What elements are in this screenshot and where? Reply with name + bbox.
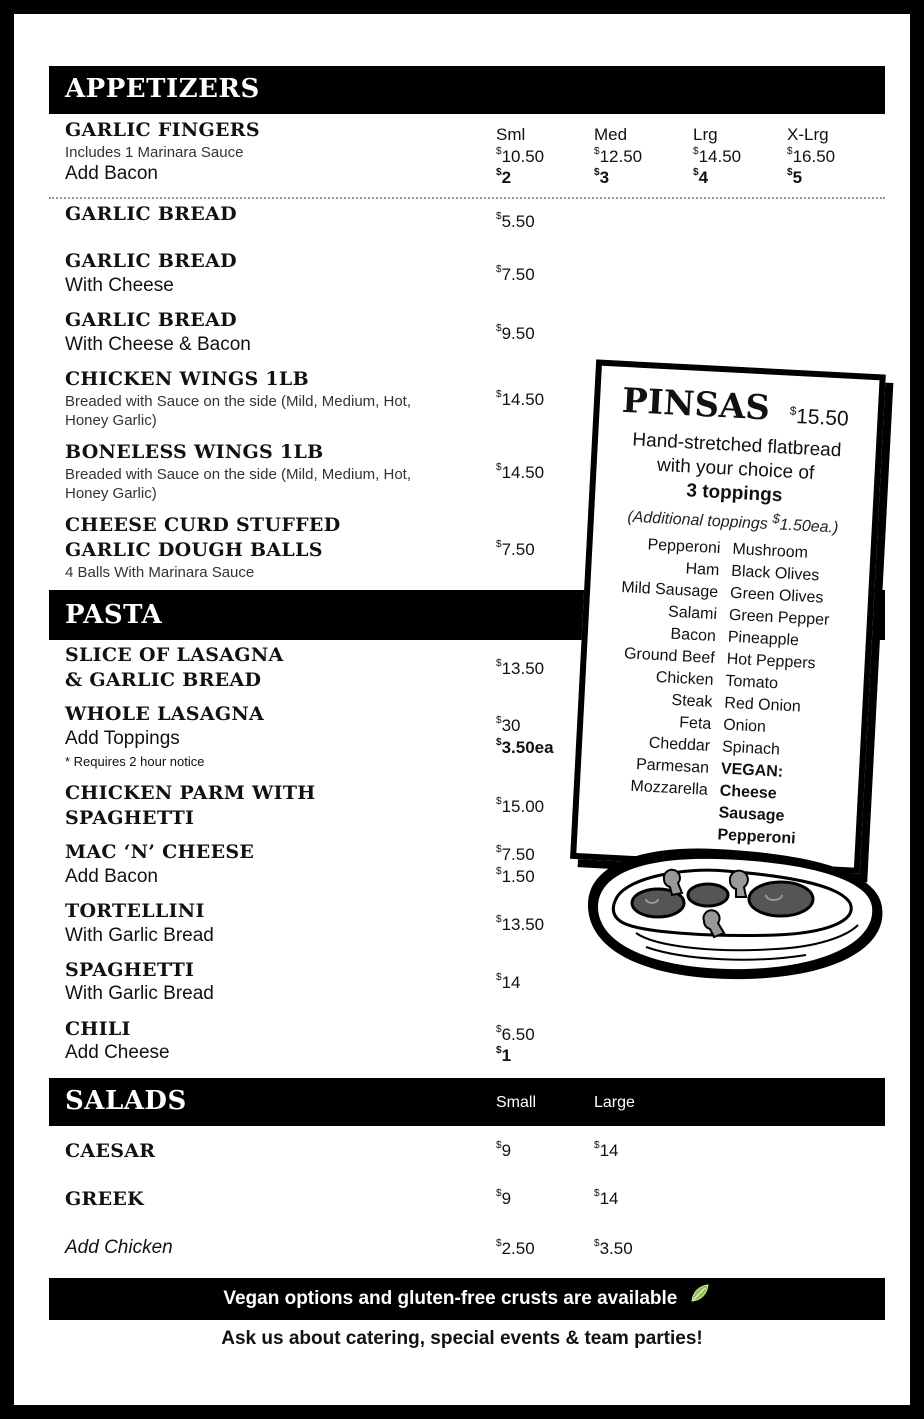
size-header: Small bbox=[496, 1094, 537, 1111]
addon-price: $3 bbox=[594, 167, 610, 187]
vegan-label: VEGAN: bbox=[720, 760, 784, 781]
salads-header bbox=[49, 1078, 885, 1126]
item-name: CHILI bbox=[65, 1018, 131, 1040]
price: $30 bbox=[496, 715, 521, 735]
topping-item: Sausage bbox=[718, 804, 785, 825]
toppings-list-veg bbox=[717, 539, 833, 852]
item-name: GARLIC BREAD bbox=[65, 250, 237, 272]
appetizers-title: APPETIZERS bbox=[65, 74, 260, 104]
pasta-title: PASTA bbox=[65, 600, 163, 630]
item-sub: With Garlic Bread bbox=[65, 925, 214, 946]
topping-item: Black Olives bbox=[730, 562, 820, 585]
topping-item: Tomato bbox=[725, 672, 779, 693]
topping-item: Bacon bbox=[670, 625, 717, 646]
price: $9 bbox=[496, 1140, 512, 1160]
topping-item: Ground Beef bbox=[623, 645, 716, 668]
price: $15.00 bbox=[496, 796, 545, 816]
size-header: Med bbox=[594, 125, 628, 144]
item-sub: Add Toppings bbox=[65, 728, 180, 749]
price: $14 bbox=[594, 1140, 619, 1160]
toppings-list-meats bbox=[610, 533, 721, 802]
price: $14.50 bbox=[496, 389, 545, 409]
topping-item: Mushroom bbox=[732, 540, 809, 562]
item-name: SPAGHETTI bbox=[65, 807, 195, 829]
item-name: CHICKEN WINGS 1LB bbox=[65, 368, 309, 390]
size-header: Lrg bbox=[693, 125, 718, 144]
price: $14.50 bbox=[693, 146, 742, 166]
price: $7.50 bbox=[496, 844, 535, 864]
topping-item: Parmesan bbox=[635, 756, 710, 777]
item-sub: With Cheese bbox=[65, 275, 174, 296]
topping-item: Chicken bbox=[655, 668, 715, 689]
topping-item: Cheese bbox=[719, 782, 778, 803]
item-name: GARLIC BREAD bbox=[65, 309, 237, 331]
pinsas-desc: Hand-stretched flatbread bbox=[631, 429, 842, 462]
pinsas-desc: 3 toppings bbox=[685, 480, 783, 507]
topping-item: Pepperoni bbox=[647, 536, 721, 558]
item-addon: Add Chicken bbox=[65, 1237, 173, 1258]
item-name: TORTELLINI bbox=[65, 900, 205, 922]
item-name: GARLIC BREAD bbox=[65, 203, 237, 225]
topping-item: Green Pepper bbox=[728, 606, 830, 629]
price: $2.50 bbox=[496, 1238, 535, 1258]
item-name: WHOLE LASAGNA bbox=[65, 703, 265, 725]
item-desc: Includes 1 Marinara Sauce bbox=[65, 144, 244, 161]
price: $9.50 bbox=[496, 323, 535, 343]
divider bbox=[49, 197, 885, 199]
item-name: GREEK bbox=[65, 1188, 144, 1210]
price: $7.50 bbox=[496, 539, 535, 559]
item-sub: With Cheese & Bacon bbox=[65, 334, 251, 355]
topping-item: Ham bbox=[685, 560, 720, 580]
topping-item: Feta bbox=[678, 714, 712, 733]
topping-item: Red Onion bbox=[723, 694, 802, 716]
pinsas-card bbox=[586, 367, 896, 987]
price: $14 bbox=[594, 1188, 619, 1208]
item-name: MAC ‘N’ CHEESE bbox=[65, 841, 255, 863]
topping-item: Onion bbox=[722, 716, 767, 736]
item-name: & GARLIC BREAD bbox=[65, 669, 262, 691]
item-sub: Add Bacon bbox=[65, 866, 158, 887]
item-sub: With Garlic Bread bbox=[65, 983, 214, 1004]
price: $7.50 bbox=[496, 264, 535, 284]
item-name: GARLIC DOUGH BALLS bbox=[65, 539, 323, 561]
item-sub: Add Cheese bbox=[65, 1042, 170, 1063]
footer-banner bbox=[49, 1278, 885, 1320]
appetizers-header bbox=[49, 66, 885, 114]
topping-item: Pepperoni bbox=[717, 826, 797, 848]
pinsas-note: (Additional toppings $1.50ea.) bbox=[626, 508, 839, 537]
price: $14.50 bbox=[496, 462, 545, 482]
addon-price: $1 bbox=[496, 1045, 512, 1065]
price: $10.50 bbox=[496, 146, 545, 166]
pinsas-desc: with your choice of bbox=[656, 454, 815, 484]
price: $5.50 bbox=[496, 211, 535, 231]
price: $3.50 bbox=[594, 1238, 633, 1258]
topping-item: Spinach bbox=[721, 738, 781, 759]
topping-item: Steak bbox=[671, 691, 713, 711]
footer-banner-text: Vegan options and gluten-free crusts are available bbox=[223, 1288, 678, 1310]
topping-item: Cheddar bbox=[648, 734, 711, 755]
item-name: SLICE OF LASAGNA bbox=[65, 644, 284, 666]
item-note: * Requires 2 hour notice bbox=[65, 754, 205, 769]
price: $12.50 bbox=[594, 146, 643, 166]
item-desc: 4 Balls With Marinara Sauce bbox=[65, 564, 255, 581]
topping-item: Salami bbox=[667, 603, 718, 624]
addon-price: $2 bbox=[496, 167, 512, 187]
item-desc: Breaded with Sauce on the side (Mild, Medium, Hot, Honey Garlic) bbox=[65, 466, 412, 502]
item-name: CAESAR bbox=[65, 1140, 156, 1162]
pinsas-title: PINSAS bbox=[621, 380, 771, 429]
price: $9 bbox=[496, 1188, 512, 1208]
topping-item: Mozzarella bbox=[630, 777, 709, 799]
addon-price: $3.50ea bbox=[496, 737, 554, 757]
topping-item: Pineapple bbox=[727, 628, 800, 650]
size-header: Sml bbox=[496, 125, 526, 144]
footer-tagline: Ask us about catering, special events & team parties! bbox=[221, 1328, 703, 1349]
item-addon: Add Bacon bbox=[65, 163, 158, 184]
item-name: GARLIC FINGERS bbox=[65, 119, 260, 141]
item-name: SPAGHETTI bbox=[65, 959, 195, 981]
lettuce-leaf-icon bbox=[689, 1278, 711, 1320]
addon-price: $1.50 bbox=[496, 866, 535, 886]
item-name: CHICKEN PARM WITH bbox=[65, 782, 316, 804]
pinsas-price: $15.50 bbox=[789, 403, 850, 431]
addon-price: $4 bbox=[693, 167, 709, 187]
price: $6.50 bbox=[496, 1024, 535, 1044]
item-name: BONELESS WINGS 1LB bbox=[65, 441, 324, 463]
size-header: Large bbox=[594, 1094, 635, 1111]
price: $13.50 bbox=[496, 914, 545, 934]
menu-page bbox=[14, 14, 910, 1405]
price: $16.50 bbox=[787, 146, 836, 166]
addon-price: $5 bbox=[787, 167, 803, 187]
topping-item: Green Olives bbox=[729, 584, 824, 607]
size-header: X-Lrg bbox=[787, 125, 829, 144]
item-name: CHEESE CURD STUFFED bbox=[65, 514, 341, 536]
topping-item: Mild Sausage bbox=[620, 579, 719, 602]
item-desc: Breaded with Sauce on the side (Mild, Medium, Hot, Honey Garlic) bbox=[65, 393, 412, 429]
salads-title: SALADS bbox=[65, 1086, 187, 1116]
price: $14 bbox=[496, 972, 521, 992]
topping-item: Hot Peppers bbox=[726, 650, 816, 673]
pinsa-pizza-illustration bbox=[576, 837, 896, 987]
price: $13.50 bbox=[496, 658, 545, 678]
